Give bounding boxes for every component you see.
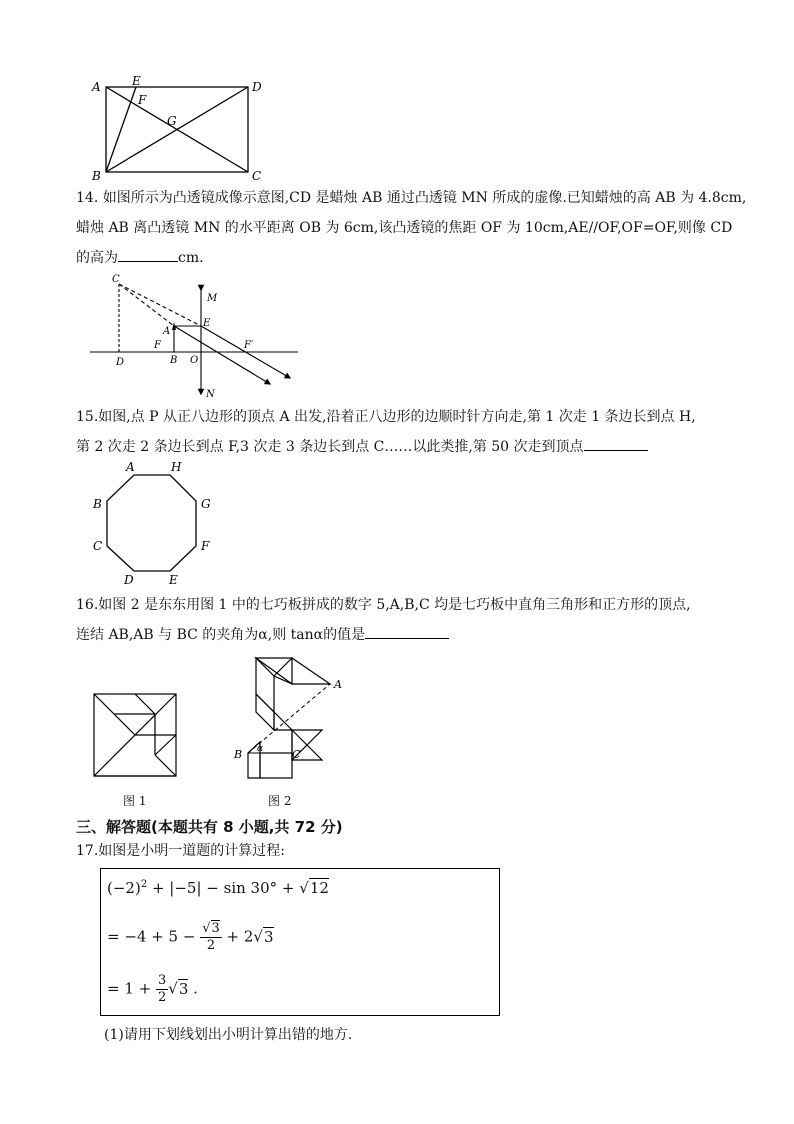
label-O: O — [190, 355, 199, 366]
label-C: C — [252, 169, 262, 182]
question-14 — [76, 183, 776, 273]
question-17-intro: 17.如图是小明一道题的计算过程: — [76, 843, 285, 859]
figure-16-tangram-five — [226, 654, 346, 784]
q14-line1: 14. 如图所示为凸透镜成像示意图,CD 是蜡烛 AB 通过凸透镜 MN 所成的虚像.已知蜡烛的高 AB 为 4.8cm, — [76, 190, 747, 206]
calc-line-1: $(-2)^2 + |-5| - \sin 30^\circ + √12$ — [107, 879, 329, 897]
question-15 — [76, 402, 776, 462]
label-B: B — [93, 497, 102, 511]
label-D: D — [116, 357, 125, 368]
question-16 — [76, 590, 776, 650]
label-M: M — [207, 293, 218, 304]
calc-line-3: = 1 + $\frac{3}{2}$ √3 . — [107, 973, 198, 1005]
label-A: A — [334, 678, 342, 691]
label-E: E — [132, 74, 141, 88]
figure-2-caption: 图 2 — [268, 794, 292, 808]
label-B: B — [92, 169, 101, 182]
calc-line-2: = −4 + 5 − $\frac{√3}{2}$ + 2√3 — [107, 921, 274, 953]
calculation-box — [100, 868, 500, 1016]
label-D: D — [252, 80, 262, 94]
label-G: G — [167, 114, 177, 128]
label-C: C — [292, 748, 301, 761]
label-B: B — [170, 355, 178, 366]
label-A: A — [126, 460, 135, 474]
q14-line3: 的高为 cm. — [76, 243, 776, 273]
label-C: C — [112, 274, 120, 285]
figure-14-lens — [90, 270, 300, 400]
label-F: F — [201, 539, 210, 553]
answer-blank[interactable] — [584, 434, 648, 451]
q14-line2: 蜡烛 AB 离凸透镜 MN 的水平距离 OB 为 6cm,该凸透镜的焦距 OF 为 10cm,AE//OF,OF=OF,则像 CD — [76, 220, 733, 236]
label-F: F — [138, 93, 147, 107]
answer-blank[interactable] — [118, 245, 178, 262]
label-A: A — [163, 326, 171, 337]
q15-line1: 15.如图,点 P 从正八边形的顶点 A 出发,沿着正八边形的边顺时针方向走,第 1 次走 1 条边长到点 H, — [76, 409, 696, 425]
section-3-title: 三、解答题(本题共有 8 小题,共 72 分) — [76, 818, 343, 836]
label-F: F — [154, 340, 161, 351]
label-N: N — [206, 389, 215, 400]
q15-line2: 第 2 次走 2 条边长到点 F,3 次走 3 条边长到点 C……以此类推,第 50 次走到顶点 — [76, 432, 776, 462]
label-alpha: α — [257, 744, 264, 754]
figure-16-tangram-square — [92, 692, 178, 778]
figure-13-rectangle — [88, 74, 268, 182]
label-H: H — [171, 460, 182, 474]
label-B: B — [234, 748, 243, 761]
label-A: A — [92, 80, 101, 94]
label-D: D — [124, 573, 134, 587]
label-G: G — [201, 497, 211, 511]
label-E: E — [169, 573, 178, 587]
answer-blank[interactable] — [365, 622, 449, 639]
figure-1-caption: 图 1 — [123, 794, 147, 808]
q16-line2: 连结 AB,AB 与 BC 的夹角为α,则 tanα的值是 — [76, 620, 776, 650]
figure-15-octagon — [88, 458, 218, 588]
q16-line1: 16.如图 2 是东东用图 1 中的七巧板拼成的数字 5,A,B,C 均是七巧板中直角三角形和正方形的顶点, — [76, 597, 691, 613]
label-E: E — [203, 318, 211, 329]
label-F-prime: F′ — [244, 340, 254, 351]
question-17-sub1: (1)请用下划线划出小明计算出错的地方. — [104, 1027, 353, 1043]
label-C: C — [93, 539, 103, 553]
